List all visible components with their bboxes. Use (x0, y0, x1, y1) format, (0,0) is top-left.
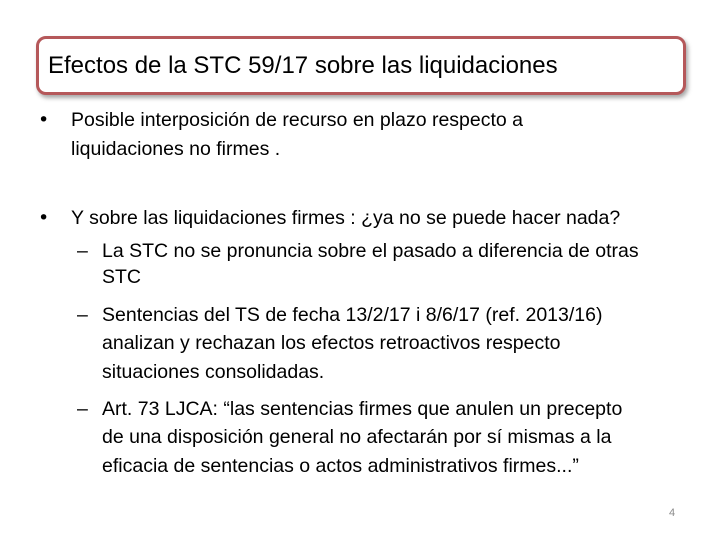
subitem-dash: – (77, 240, 88, 262)
subitem-3-line-3: eficacia de sentencias o actos administrativos firmes...” (102, 455, 579, 477)
bullet-marker: • (38, 207, 50, 229)
subitem-2-line-1: Sentencias del TS de fecha 13/2/17 i 8/6/17 (ref. 2013/16) (102, 304, 603, 326)
subitem-1-line-1: La STC no se pronuncia sobre el pasado a diferencia de otras (102, 240, 639, 262)
bullet-1-line-2: liquidaciones no firmes . (71, 138, 281, 160)
subitem-3-line-1: Art. 73 LJCA: “las sentencias firmes que anulen un precepto (102, 398, 623, 420)
subitem-dash: – (77, 304, 88, 326)
bullet-marker: • (38, 109, 50, 131)
subitem-2-line-3: situaciones consolidadas. (102, 361, 325, 383)
subitem-dash: – (77, 398, 88, 420)
subitem-2-line-2: analizan y rechazan los efectos retroactivos respecto (102, 332, 561, 354)
bullet-2-line-1: Y sobre las liquidaciones firmes : ¿ya no se puede hacer nada? (71, 207, 621, 229)
subitem-3-line-2: de una disposición general no afectarán por sí mismas a la (102, 426, 612, 448)
subitem-1-line-2: STC (102, 266, 141, 288)
slide-title: Efectos de la STC 59/17 sobre las liquidaciones (48, 52, 558, 79)
page-number: 4 (668, 507, 676, 519)
bullet-1-line-1: Posible interposición de recurso en plazo respecto a (71, 109, 524, 131)
